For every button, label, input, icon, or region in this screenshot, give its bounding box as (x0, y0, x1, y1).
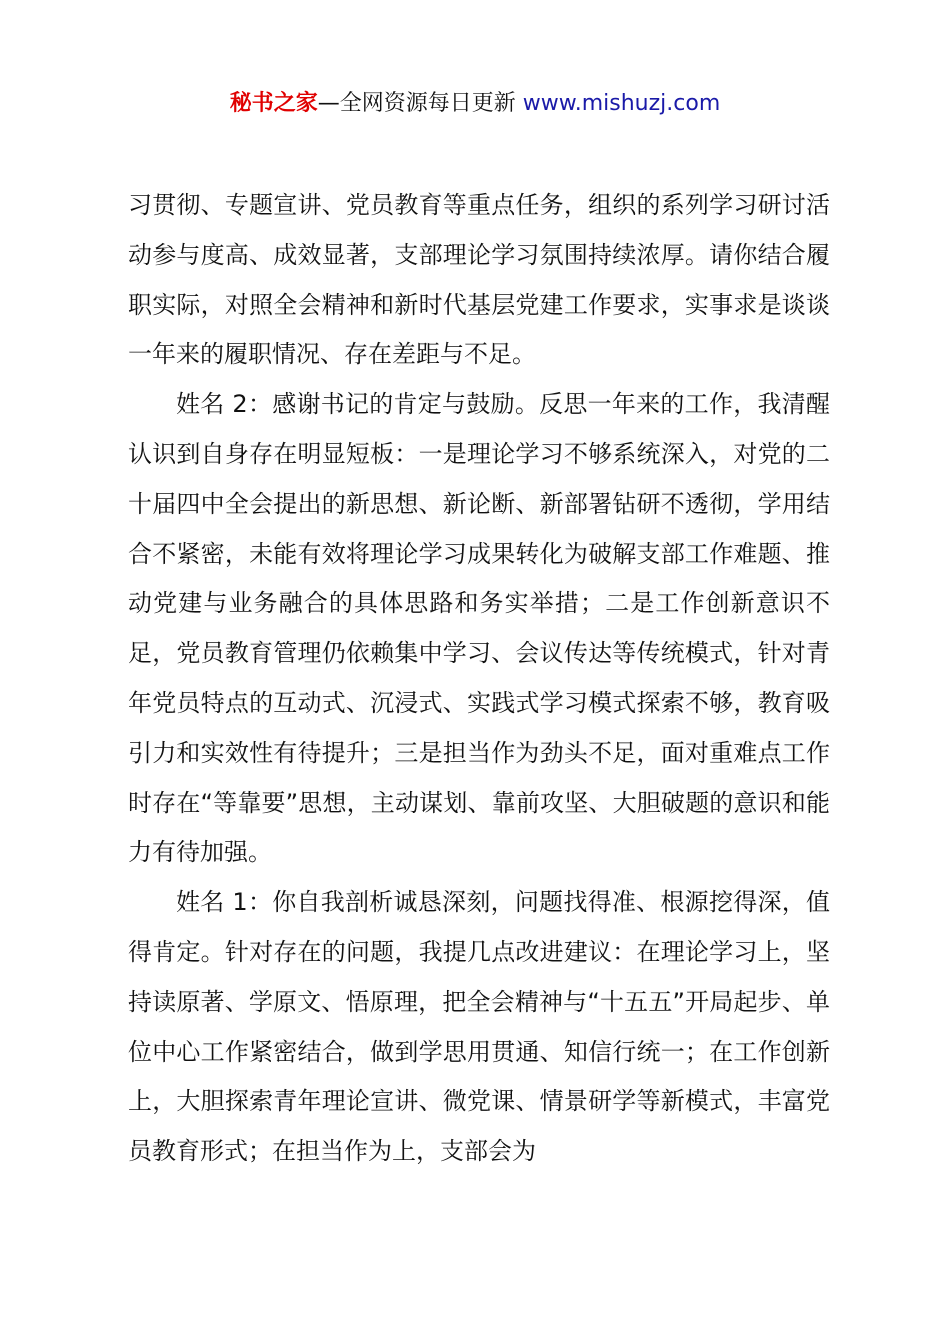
header-tagline: —全网资源每日更新 (317, 91, 516, 116)
brand-name: 秘书之家 (229, 91, 318, 116)
paragraph-name1-suggestions: 姓名 1：你自我剖析诚恳深刻，问题找得准、根源挖得深，值得肯定。针对存在的问题，我提几点改进建议：在理论学习上，坚持读原著、学原文、悟原理，把全会精神与“十五五”开局起步、单位中心工作紧密结合，做到学思用贯通、知信行统一；在工作创新上，大胆探索青年理论宣讲、微党课、情景研学等新模式，丰富党员教育形式；在担当作为上，支部会为 (128, 888, 830, 1166)
document-body (128, 181, 830, 1177)
paragraph-continuation: 习贯彻、专题宣讲、党员教育等重点任务，组织的系列学习研讨活动参与度高、成效显著，支部理论学习氛围持续浓厚。请你结合履职实际，对照全会精神和新时代基层党建工作要求，实事求是谈谈一年来的履职情况、存在差距与不足。 (128, 191, 830, 369)
site-url-link[interactable]: www.mishuzj.com (522, 91, 721, 116)
paragraph-name2-response: 姓名 2：感谢书记的肯定与鼓励。反思一年来的工作，我清醒认识到自身存在明显短板：一是理论学习不够系统深入，对党的二十届四中全会提出的新思想、新论断、新部署钻研不透彻，学用结合不紧密，未能有效将理论学习成果转化为破解支部工作难题、推动党建与业务融合的具体思路和务实举措；二是工作创新意识不足，党员教育管理仍依赖集中学习、会议传达等传统模式，针对青年党员特点的互动式、沉浸式、实践式学习模式探索不够，教育吸引力和实效性有待提升；三是担当作为劲头不足，面对重难点工作时存在“等靠要”思想，主动谋划、靠前攻坚、大胆破题的意识和能力有待加强。 (128, 390, 830, 867)
site-header (0, 86, 950, 122)
